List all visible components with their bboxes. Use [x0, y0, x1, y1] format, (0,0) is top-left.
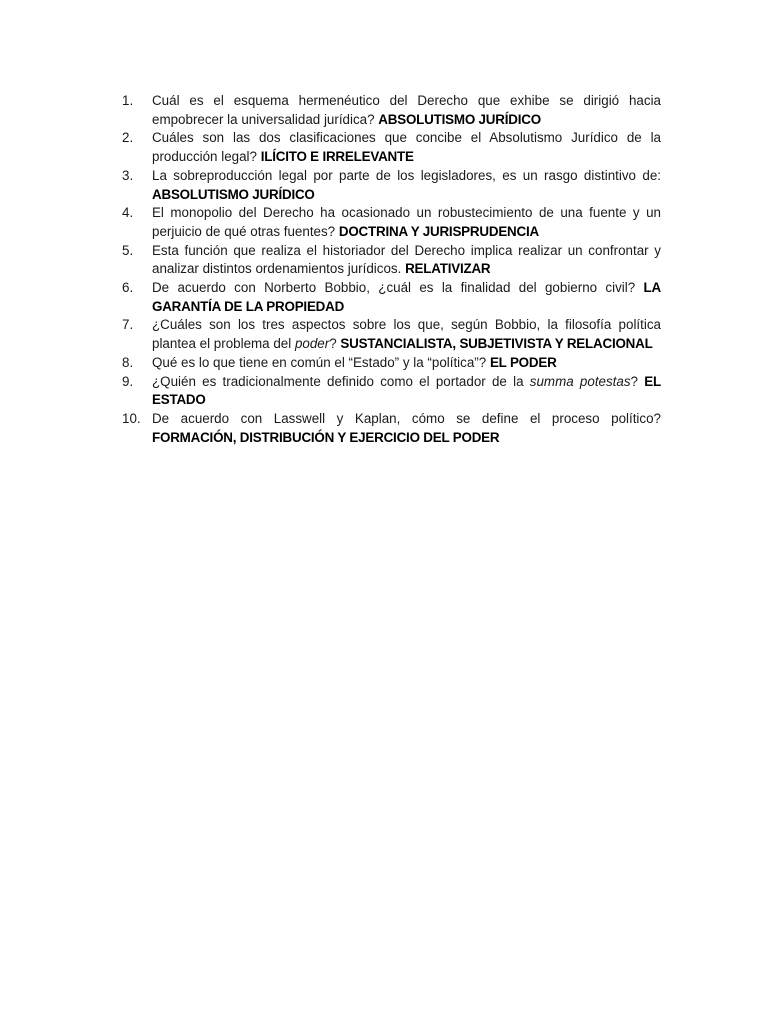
answer-text: ABSOLUTISMO JURÍDICO: [378, 111, 541, 127]
item-number: 7.: [122, 317, 134, 333]
list-item: [122, 92, 661, 129]
question-list: [122, 92, 661, 447]
question-text: De acuerdo con Norberto Bobbio, ¿cuál es la finalidad del gobierno civil?: [152, 280, 636, 296]
question-emphasis: poder: [294, 336, 330, 352]
answer-text: FORMACIÓN, DISTRIBUCIÓN Y EJERCICIO DEL PODER: [152, 429, 500, 445]
item-number: 8.: [122, 354, 134, 370]
answer-text: EL PODER: [489, 354, 557, 370]
answer-text: ILÍCITO E IRRELEVANTE: [260, 149, 414, 165]
question-text: De acuerdo con Lasswell y Kaplan, cómo se define el proceso político?: [152, 410, 661, 426]
question-text: ¿Cuáles son los tres aspectos sobre los que, según Bobbio, la filosofía política plantea el problema del: [152, 317, 661, 352]
list-item: [122, 204, 661, 241]
item-number: 5.: [122, 242, 134, 258]
answer-text: ABSOLUTISMO JURÍDICO: [152, 186, 315, 202]
question-text: ¿Quién es tradicionalmente definido como el portador de la: [152, 373, 524, 389]
answer-text: EL ESTADO: [152, 373, 661, 408]
question-emphasis: summa potestas: [529, 373, 631, 389]
answer-text: SUSTANCIALISTA, SUBJETIVISTA Y RELACIONAL: [340, 336, 653, 352]
list-item: [122, 279, 661, 316]
list-item: [122, 410, 661, 447]
question-text: Cuál es el esquema hermenéutico del Derecho que exhibe se dirigió hacia empobrecer la universalidad jurídica?: [152, 93, 661, 127]
question-text: El monopolio del Derecho ha ocasionado un robustecimiento de una fuente y un perjuicio de qué otras fuentes?: [152, 205, 661, 239]
answer-text: DOCTRINA Y JURISPRUDENCIA: [338, 223, 539, 239]
answer-text: LA GARANTÍA DE LA PROPIEDAD: [152, 280, 661, 314]
item-number: 1.: [122, 93, 134, 108]
question-text: La sobreproducción legal por parte de los legisladores, es un rasgo distintivo de:: [152, 167, 661, 183]
list-item: [122, 316, 661, 353]
item-number: 6.: [122, 280, 134, 296]
question-punctuation: ?: [630, 373, 638, 389]
question-text: Qué es lo que tiene en común el “Estado” y la “política”?: [152, 354, 487, 370]
item-number: 2.: [122, 130, 134, 146]
list-item: [122, 242, 661, 279]
list-item: [122, 129, 661, 166]
item-number: 3.: [122, 167, 134, 183]
list-item: [122, 354, 661, 373]
question-text: Cuáles son las dos clasificaciones que concibe el Absolutismo Jurídico de la producción legal?: [152, 130, 661, 165]
item-number: 4.: [122, 205, 134, 221]
item-number: 9.: [122, 373, 134, 389]
answer-text: RELATIVIZAR: [405, 261, 491, 277]
question-text: Esta función que realiza el historiador del Derecho implica realizar un confrontar y analizar distintos ordenamientos jurídicos.: [152, 242, 661, 277]
item-number: 10.: [122, 410, 141, 426]
list-item: [122, 373, 661, 410]
question-punctuation: ?: [329, 336, 337, 352]
list-item: [122, 167, 661, 204]
